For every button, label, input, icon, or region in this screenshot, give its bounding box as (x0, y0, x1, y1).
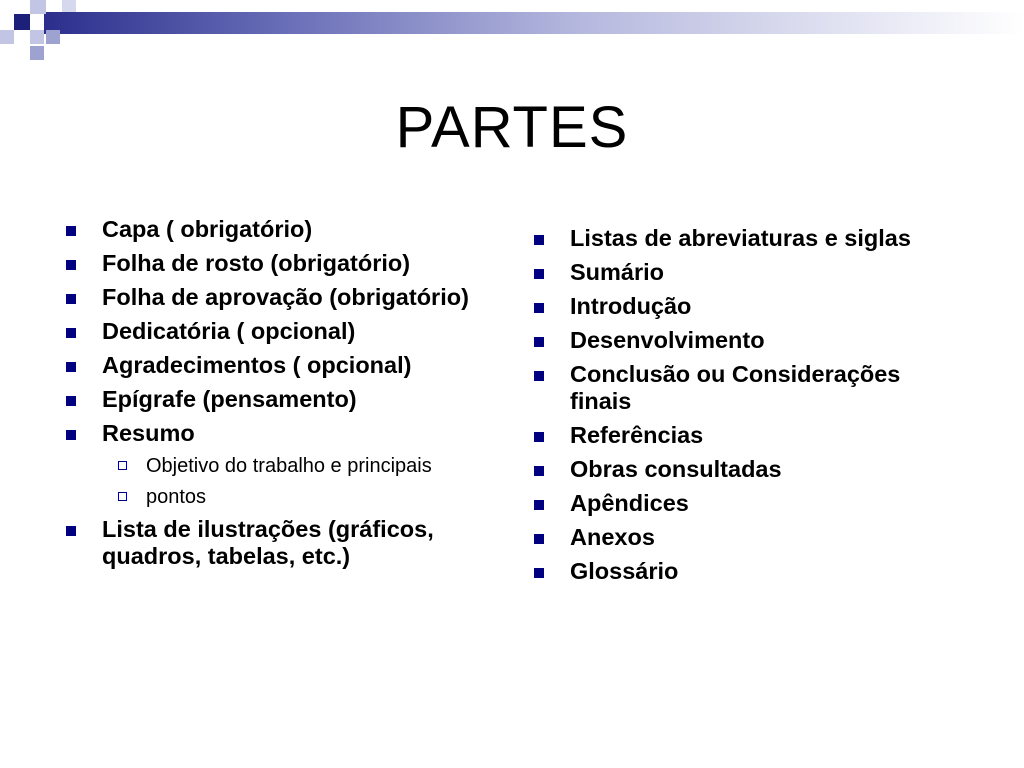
square-bullet-icon (66, 328, 76, 338)
square-bullet-icon (66, 430, 76, 440)
light-square (30, 0, 46, 14)
navy-square (14, 14, 30, 30)
item-text: Epígrafe (pensamento) (102, 386, 357, 412)
item-text: Referências (570, 422, 704, 448)
sub-list-item (64, 454, 519, 478)
square-bullet-icon (534, 269, 544, 279)
list-item (532, 524, 952, 551)
list-item (64, 516, 519, 570)
item-text: Dedicatória ( opcional) (102, 318, 356, 344)
list-item (532, 490, 952, 517)
item-text: Sumário (570, 259, 665, 285)
item-text: Folha de rosto (obrigatório) (102, 250, 411, 276)
list-item (532, 361, 952, 415)
item-text: Conclusão ou Considerações finais (570, 361, 901, 414)
list-item (532, 225, 952, 252)
list-item (64, 420, 519, 447)
item-text: Agradecimentos ( opcional) (102, 352, 412, 378)
square-bullet-icon (66, 362, 76, 372)
sub-item-text: pontos (146, 486, 207, 508)
light-square (46, 30, 60, 44)
left-list (64, 216, 519, 577)
item-text: Glossário (570, 558, 679, 584)
item-text: Lista de ilustrações (gráficos, quadros, tabelas, etc.) (102, 516, 434, 569)
square-bullet-icon (534, 466, 544, 476)
square-bullet-icon (66, 526, 76, 536)
square-bullet-icon (534, 371, 544, 381)
list-item (532, 456, 952, 483)
item-text: Capa ( obrigatório) (102, 216, 313, 242)
list-item (532, 327, 952, 354)
light-square (0, 30, 14, 44)
slide-title: PARTES (395, 95, 629, 160)
sub-list-item (64, 485, 519, 509)
gradient-band (44, 12, 1024, 34)
square-bullet-icon (534, 568, 544, 578)
square-bullet-icon (534, 235, 544, 245)
list-item (532, 293, 952, 320)
square-bullet-icon (534, 534, 544, 544)
light-square (30, 30, 44, 44)
item-text: Listas de abreviaturas e siglas (570, 225, 911, 251)
sub-item-text: Objetivo do trabalho e principais (146, 455, 432, 477)
item-text: Folha de aprovação (obrigatório) (102, 284, 469, 310)
item-text: Anexos (570, 524, 655, 550)
item-text: Apêndices (570, 490, 689, 516)
list-item (64, 386, 519, 413)
item-text: Resumo (102, 420, 195, 446)
item-text: Introdução (570, 293, 692, 319)
list-item (64, 318, 519, 345)
list-item (64, 216, 519, 243)
square-bullet-icon (66, 226, 76, 236)
item-text: Desenvolvimento (570, 327, 765, 353)
square-bullet-icon (66, 396, 76, 406)
hollow-square-bullet-icon (118, 492, 127, 501)
list-item (64, 352, 519, 379)
square-bullet-icon (534, 500, 544, 510)
item-text: Obras consultadas (570, 456, 782, 482)
right-list (532, 225, 952, 592)
square-bullet-icon (534, 432, 544, 442)
list-item (532, 259, 952, 286)
square-bullet-icon (534, 337, 544, 347)
list-item (532, 422, 952, 449)
light-square (30, 46, 44, 60)
hollow-square-bullet-icon (118, 461, 127, 470)
list-item (532, 558, 952, 585)
square-bullet-icon (66, 294, 76, 304)
list-item (64, 284, 519, 311)
square-bullet-icon (534, 303, 544, 313)
square-bullet-icon (66, 260, 76, 270)
light-square (62, 0, 76, 12)
list-item (64, 250, 519, 277)
